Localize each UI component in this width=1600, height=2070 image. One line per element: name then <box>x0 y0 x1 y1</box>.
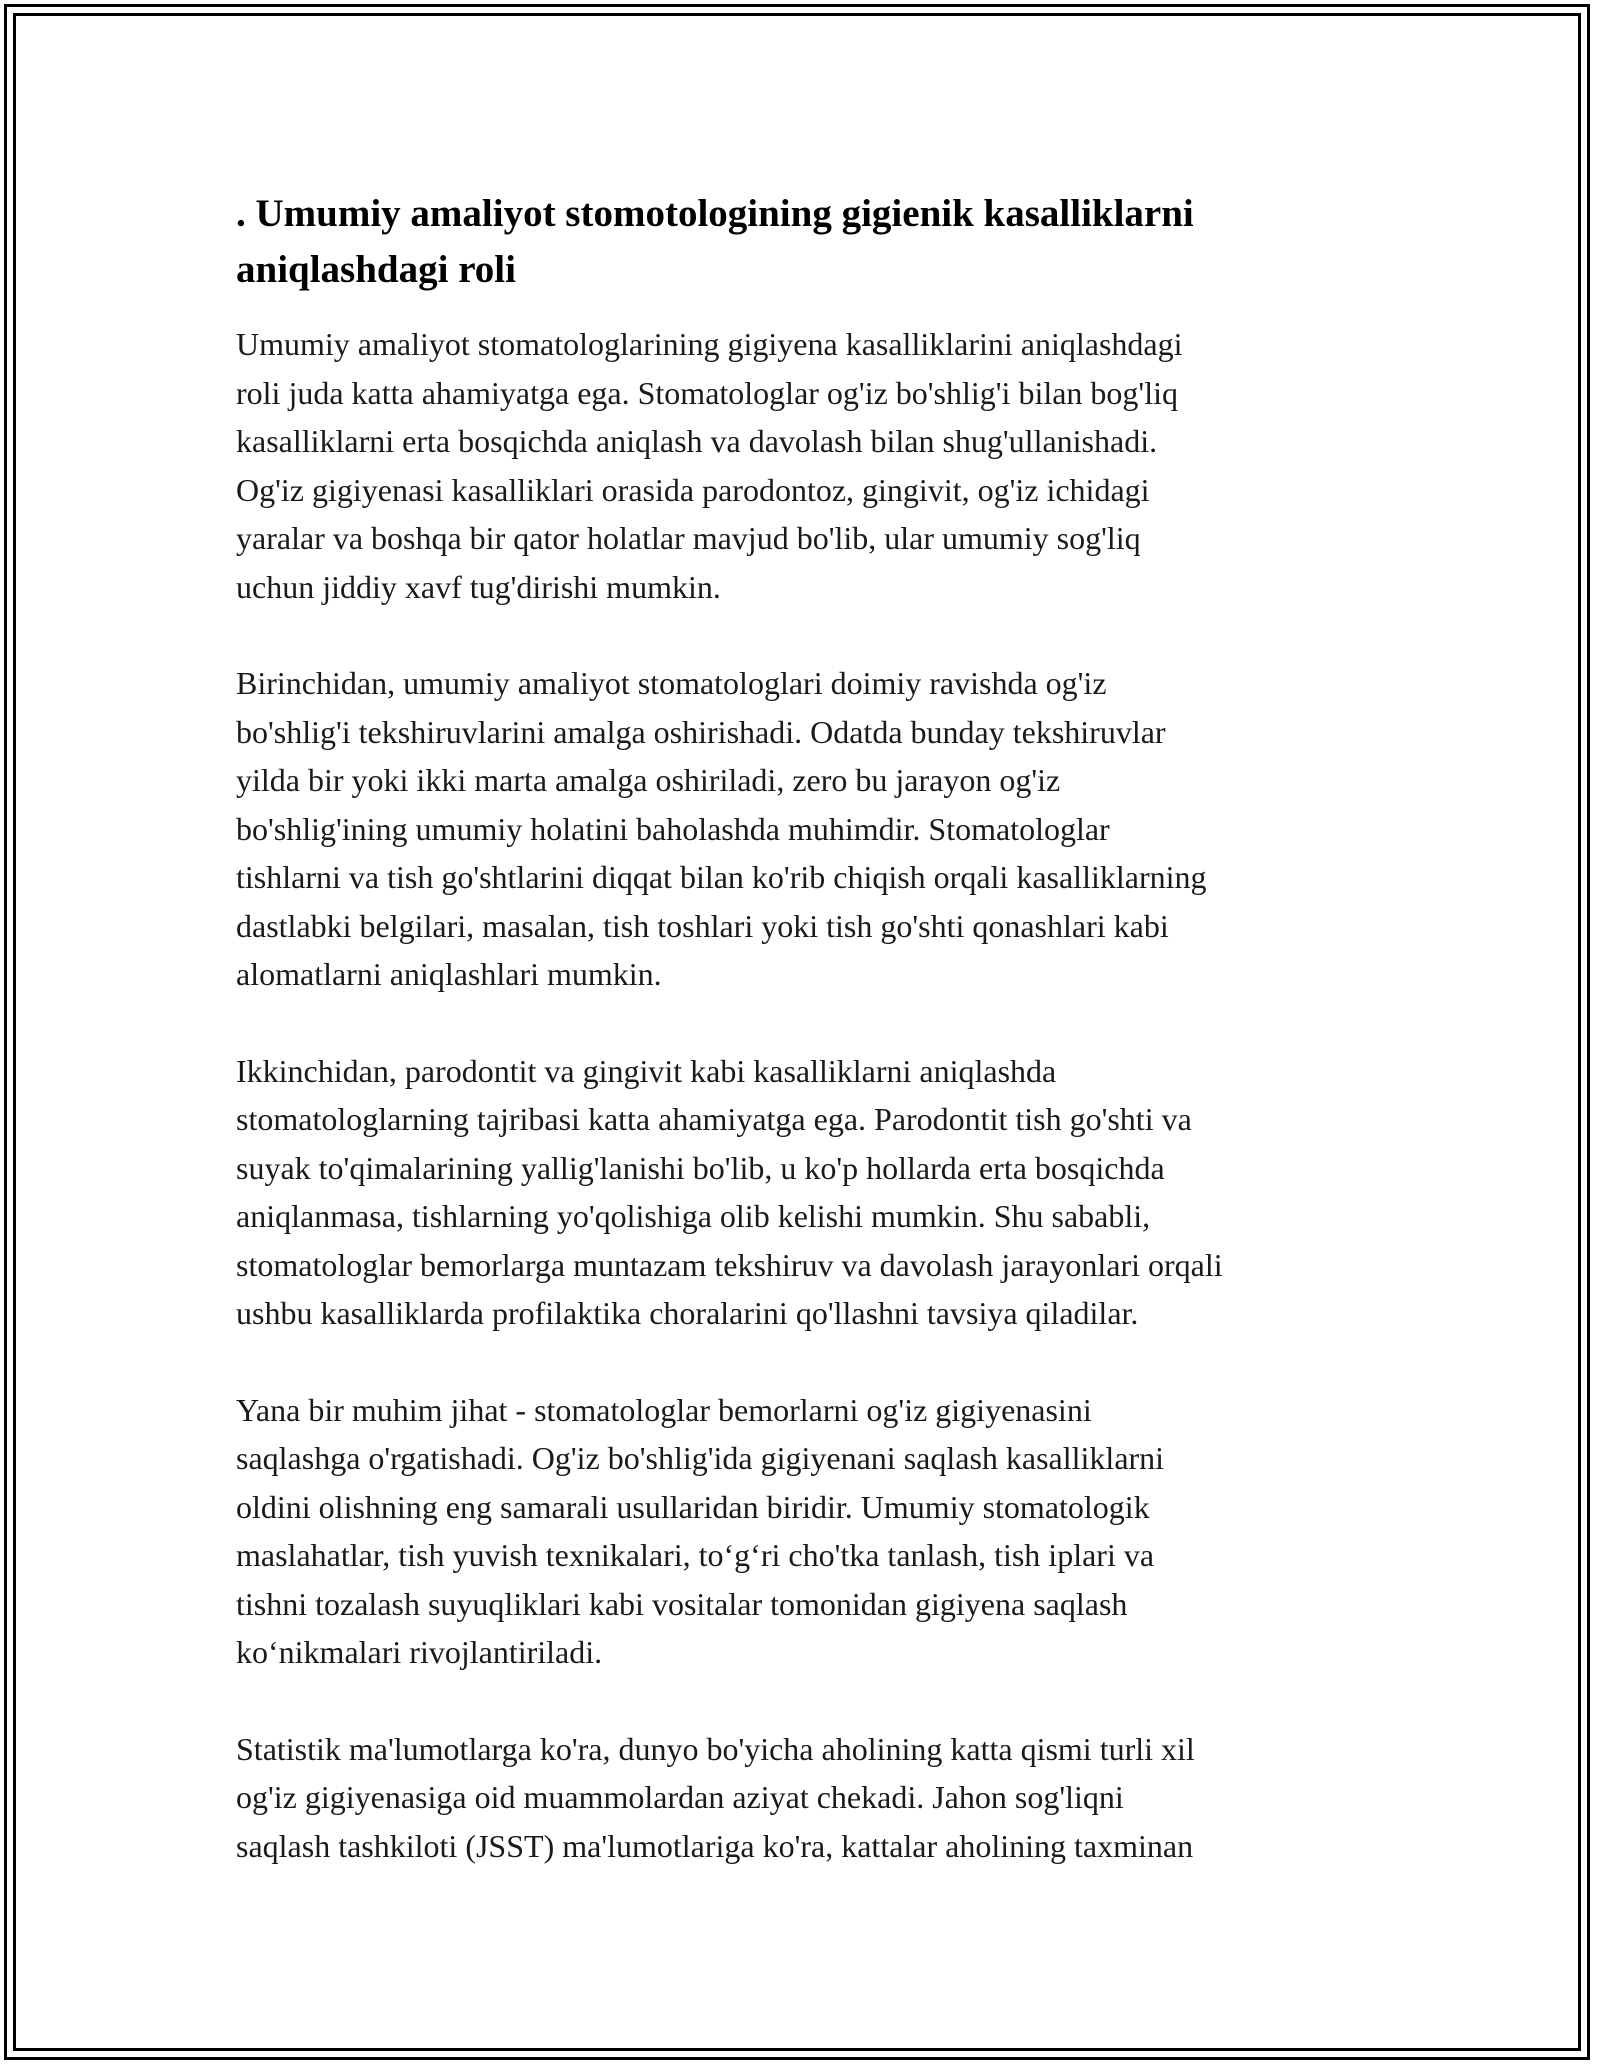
text-line: dastlabki belgilari, masalan, tish toshlari yoki tish go'shti qonashlari kabi <box>236 907 1169 944</box>
text-line: ushbu kasalliklarda profilaktika choralarini qo'llashni tavsiya qiladilar. <box>236 1295 1139 1331</box>
text-line: tishlarni va tish go'shtlarini diqqat bilan ko'rib chiqish orqali kasalliklarning <box>236 859 1207 895</box>
text-line: kasalliklarni erta bosqichda aniqlash va davolash bilan shug'ullanishadi. <box>236 423 1158 459</box>
text-line: og'iz gigiyenasiga oid muammolardan aziyat chekadi. Jahon sog'liqni <box>236 1779 1124 1815</box>
text-line: saqlashga o'rgatishadi. Og'iz bo'shlig'ida gigiyenani saqlash kasalliklarni <box>236 1440 1165 1476</box>
text-line: alomatlarni aniqlashlari mumkin. <box>236 956 662 992</box>
text-line: stomatologlar bemorlarga muntazam tekshiruv va davolash jarayonlari orqali <box>236 1246 1223 1283</box>
text-line: Yana bir muhim jihat - stomatologlar bemorlarni og'iz gigiyenasini <box>236 1391 1092 1428</box>
text-line: bo'shlig'ining umumiy holatini baholashda muhimdir. Stomatologlar <box>236 810 1110 847</box>
text-line: Umumiy amaliyot stomatologlarining gigiyena kasalliklarini aniqlashdagi <box>236 326 1183 362</box>
text-line: Statistik ma'lumotlarga ko'ra, dunyo bo'yicha aholining katta qismi turli xil <box>236 1730 1195 1767</box>
text-line: yaralar va boshqa bir qator holatlar mavjud bo'lib, ular umumiy sog'liq <box>236 520 1141 556</box>
paragraph-2 <box>236 659 1376 999</box>
document-body <box>236 186 1376 1918</box>
text-line: oldini olishning eng samarali usullaridan biridir. Umumiy stomatologik <box>236 1488 1150 1525</box>
text-line: aniqlanmasa, tishlarning yo'qolishiga olib kelishi mumkin. Shu sababli, <box>236 1198 1151 1234</box>
text-line: uchun jiddiy xavf tug'dirishi mumkin. <box>236 568 721 605</box>
text-line: yilda bir yoki ikki marta amalga oshiriladi, zero bu jarayon og'iz <box>236 762 1061 798</box>
text-line: roli juda katta ahamiyatga ega. Stomatologlar og'iz bo'shlig'i bilan bog'liq <box>236 374 1178 411</box>
text-line: ko‘nikmalari rivojlantiriladi. <box>236 1634 603 1670</box>
paragraph-3 <box>236 1047 1376 1338</box>
paragraph-4 <box>236 1386 1376 1677</box>
paragraph-1 <box>236 320 1376 611</box>
text-line: tishni tozalash suyuqliklari kabi vositalar tomonidan gigiyena saqlash <box>236 1585 1128 1622</box>
title-line: aniqlashdagi roli <box>236 248 516 291</box>
title-line: . Umumiy amaliyot stomotologining gigienik kasalliklarni <box>236 192 1194 235</box>
text-line: Birinchidan, umumiy amaliyot stomatologlari doimiy ravishda og'iz <box>236 665 1107 701</box>
document-title <box>236 186 1376 298</box>
text-line: Ikkinchidan, parodontit va gingivit kabi kasalliklarni aniqlashda <box>236 1052 1057 1089</box>
text-line: saqlash tashkiloti (JSST) ma'lumotlariga ko'ra, kattalar aholining taxminan <box>236 1827 1194 1864</box>
text-line: stomatologlarning tajribasi katta ahamiyatga ega. Parodontit tish go'shti va <box>236 1101 1192 1137</box>
text-line: bo'shlig'i tekshiruvlarini amalga oshirishadi. Odatda bunday tekshiruvlar <box>236 713 1166 750</box>
text-line: suyak to'qimalarining yallig'lanishi bo'lib, u ko'p hollarda erta bosqichda <box>236 1149 1165 1186</box>
text-line: maslahatlar, tish yuvish texnikalari, to‘g‘ri cho'tka tanlash, tish iplari va <box>236 1537 1155 1573</box>
paragraph-5 <box>236 1725 1376 1871</box>
text-line: Og'iz gigiyenasi kasalliklari orasida parodontoz, gingivit, og'iz ichidagi <box>236 471 1150 508</box>
